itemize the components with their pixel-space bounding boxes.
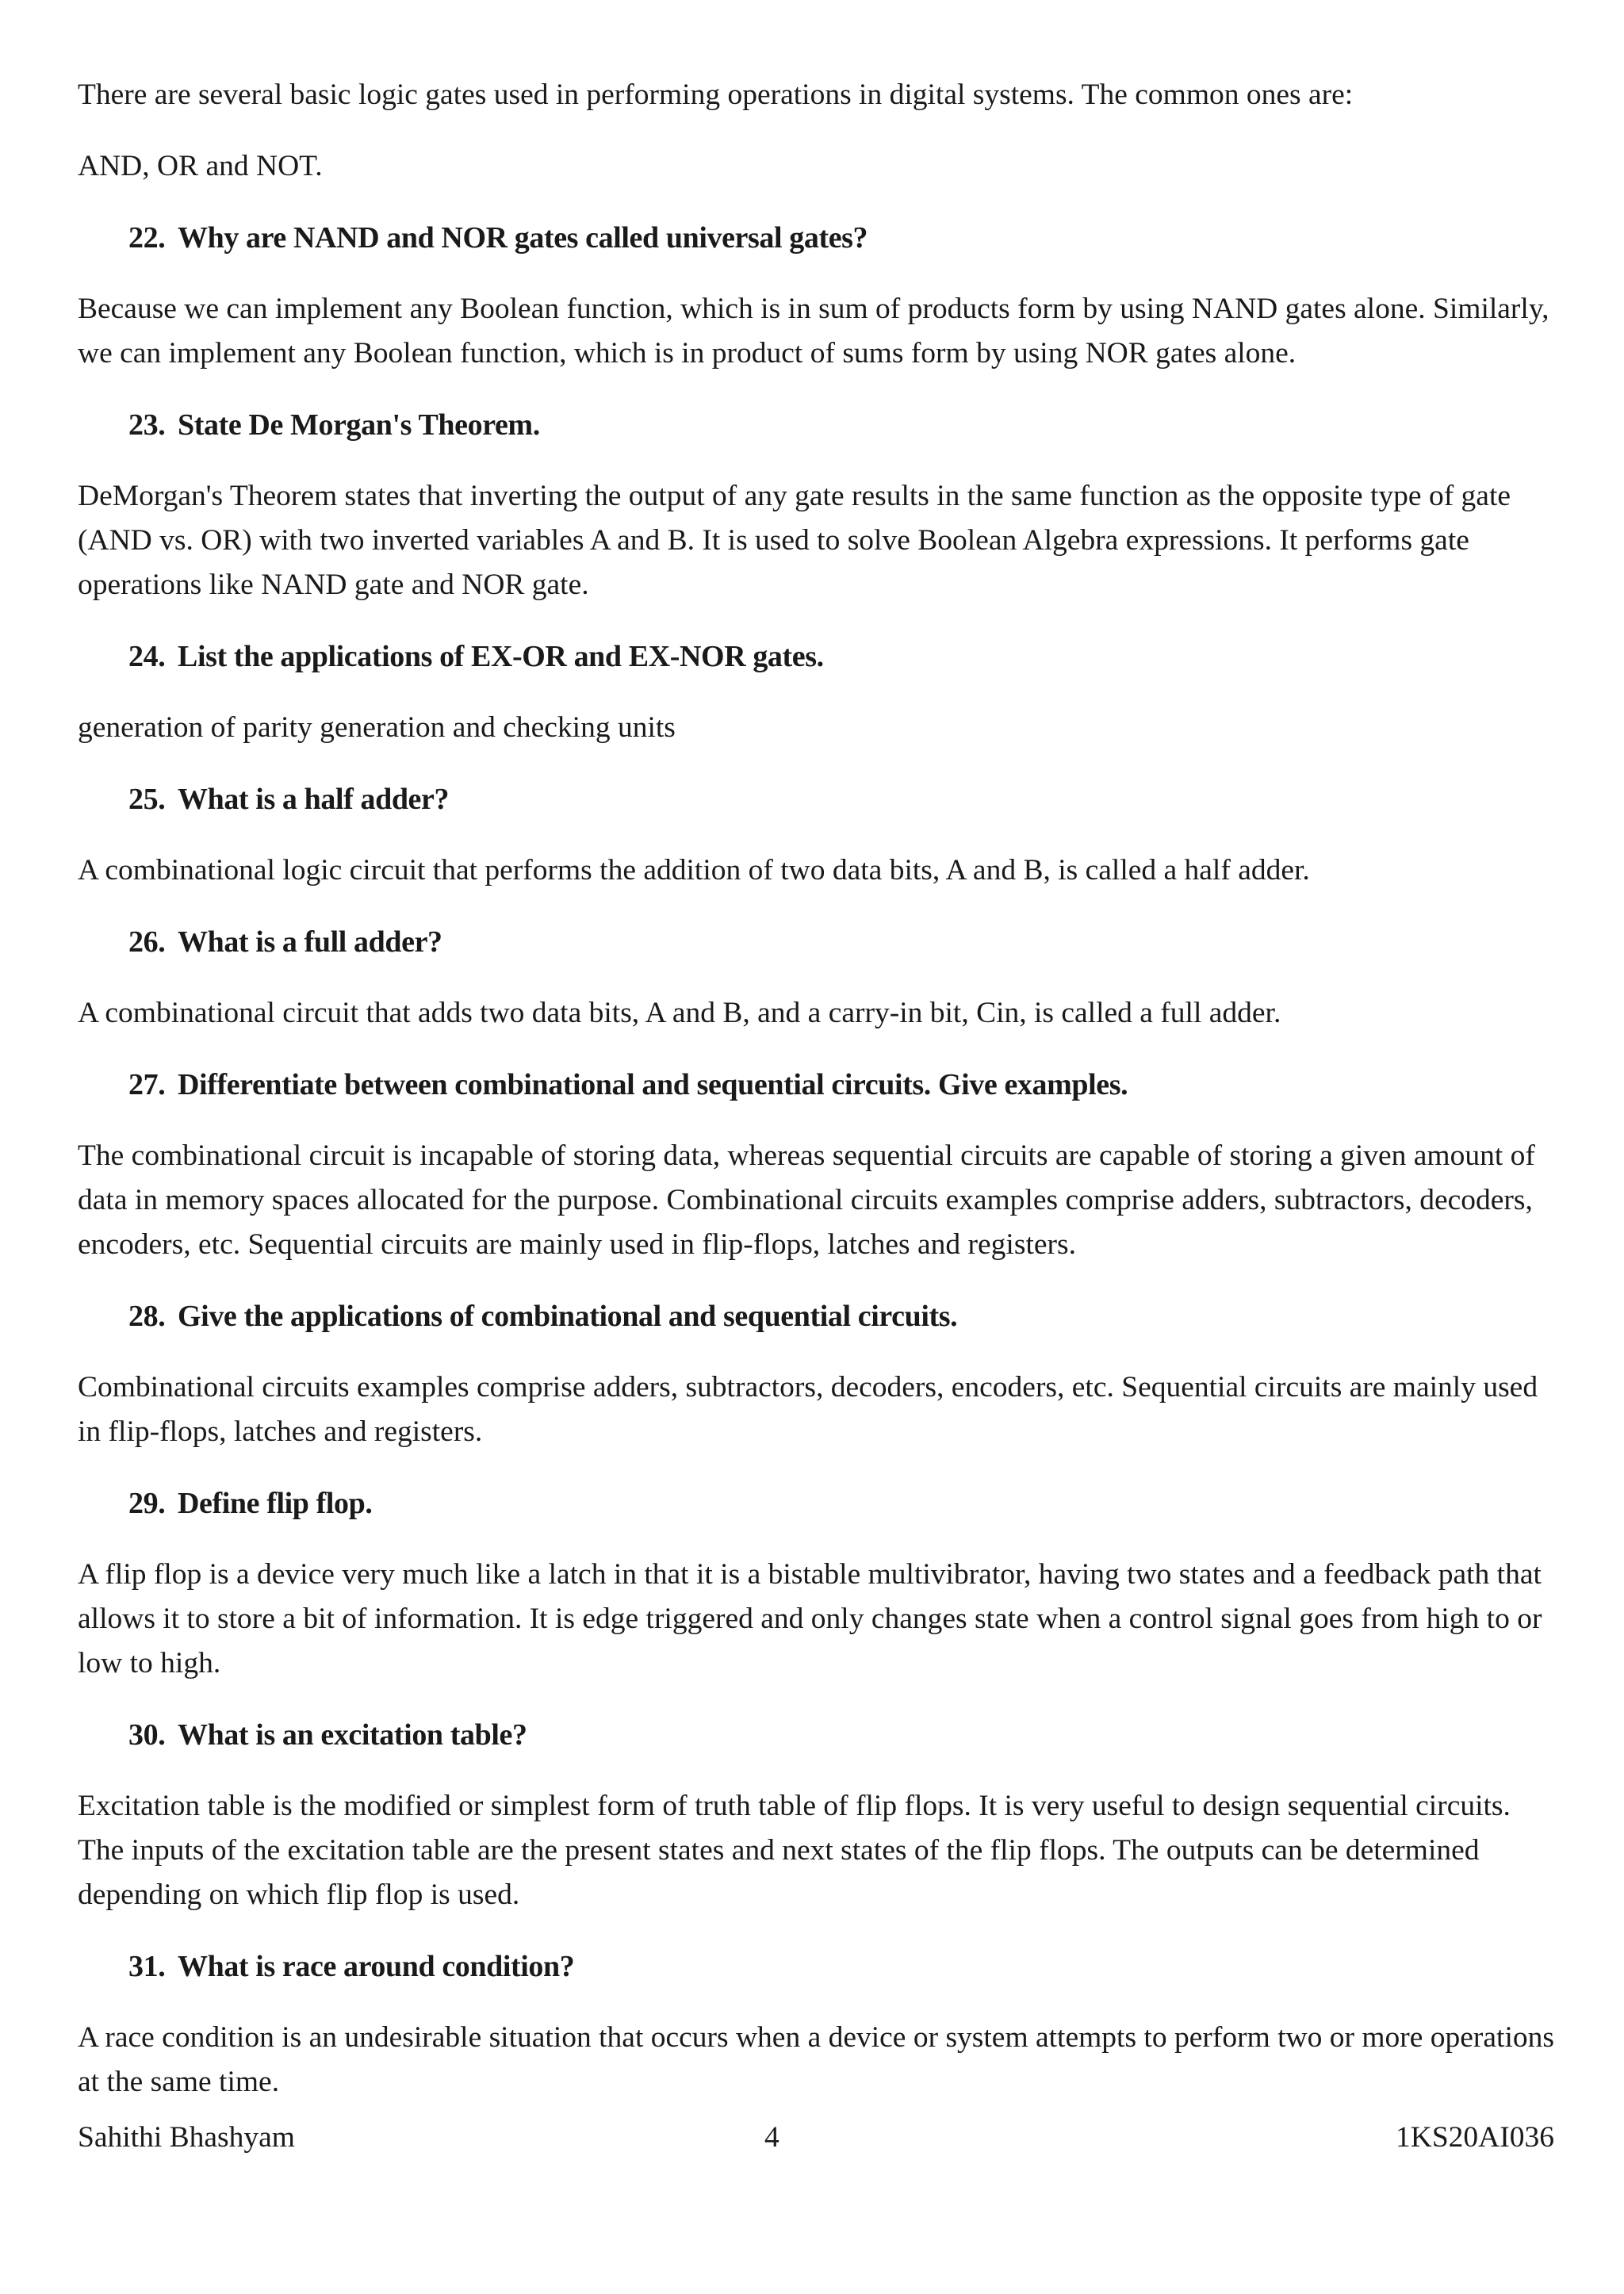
question-number: 28. bbox=[128, 1300, 166, 1333]
answer-31: A race condition is an undesirable situation that occurs when a device or system attempts to perform two or more operations at the same time. bbox=[78, 2021, 1554, 2098]
question-28 bbox=[78, 1294, 1561, 1338]
footer-usn: 1KS20AI036 bbox=[1395, 2121, 1554, 2154]
answer-25: A combinational logic circuit that performs the addition of two data bits, A and B, is called a half adder. bbox=[78, 854, 1310, 887]
question-26 bbox=[78, 920, 1561, 964]
question-23 bbox=[78, 403, 1561, 447]
question-text: What is an excitation table? bbox=[178, 1718, 527, 1752]
question-27 bbox=[78, 1063, 1561, 1107]
page-footer bbox=[78, 2116, 1554, 2160]
question-text: What is race around condition? bbox=[178, 1950, 575, 1983]
question-number: 24. bbox=[128, 640, 166, 673]
answer-29: A flip flop is a device very much like a latch in that it is a bistable multivibrator, having two states and a feedback path that allows it to store a bit of information. It is edge triggered and only changes state when a control signal goes from high to or low to high. bbox=[78, 1558, 1542, 1679]
intro-gates-list: AND, OR and NOT. bbox=[78, 150, 323, 182]
answer-22: Because we can implement any Boolean function, which is in sum of products form by using NAND gates alone. Similarly, we can implement any Boolean function, which is in product of sums form by using NOR gates alone. bbox=[78, 293, 1549, 370]
question-number: 26. bbox=[128, 925, 166, 959]
question-25 bbox=[78, 777, 1561, 821]
answer-28: Combinational circuits examples comprise adders, subtractors, decoders, encoders, etc. Sequential circuits are mainly used in flip-flops, latches and registers. bbox=[78, 1371, 1538, 1448]
question-number: 25. bbox=[128, 783, 166, 816]
question-24 bbox=[78, 634, 1561, 679]
answer-27: The combinational circuit is incapable of storing data, whereas sequential circuits are capable of storing a given amount of data in memory spaces allocated for the purpose. Combinational circuits examples comprise adders, subtractors, decoders, encoders, etc. Sequential circuits are mainly used in flip-flops, latches and registers. bbox=[78, 1139, 1535, 1261]
question-number: 23. bbox=[128, 408, 166, 442]
answer-26: A combinational circuit that adds two data bits, A and B, and a carry-in bit, Cin, is called a full adder. bbox=[78, 997, 1281, 1029]
question-number: 22. bbox=[128, 221, 166, 255]
question-number: 29. bbox=[128, 1487, 166, 1520]
question-22 bbox=[78, 216, 1561, 260]
question-29 bbox=[78, 1481, 1561, 1526]
intro-paragraph: There are several basic logic gates used in performing operations in digital systems. The common ones are: bbox=[78, 79, 1354, 111]
question-text: Why are NAND and NOR gates called universal gates? bbox=[178, 221, 868, 255]
answer-23: DeMorgan's Theorem states that inverting the output of any gate results in the same function as the opposite type of gate (AND vs. OR) with two inverted variables A and B. It is used to solve Boolean Algebra expressions. It performs gate operations like NAND gate and NOR gate. bbox=[78, 480, 1511, 601]
question-number: 30. bbox=[128, 1718, 166, 1752]
document-body bbox=[78, 73, 1561, 2131]
question-text: Define flip flop. bbox=[178, 1487, 373, 1520]
answer-24: generation of parity generation and checking units bbox=[78, 711, 676, 744]
question-text: List the applications of EX-OR and EX-NOR gates. bbox=[178, 640, 824, 673]
answer-30: Excitation table is the modified or simplest form of truth table of flip flops. It is very useful to design sequential circuits. The inputs of the excitation table are the present states and next states of the flip flops. The outputs can be determined depending on which flip flop is used. bbox=[78, 1790, 1511, 1911]
question-30 bbox=[78, 1713, 1561, 1757]
question-text: What is a half adder? bbox=[178, 783, 450, 816]
question-number: 31. bbox=[128, 1950, 166, 1983]
question-text: State De Morgan's Theorem. bbox=[178, 408, 540, 442]
question-text: Differentiate between combinational and sequential circuits. Give examples. bbox=[178, 1068, 1128, 1101]
footer-page-number: 4 bbox=[764, 2121, 779, 2154]
footer-author: Sahithi Bhashyam bbox=[78, 2121, 295, 2154]
question-number: 27. bbox=[128, 1068, 166, 1101]
question-31 bbox=[78, 1944, 1561, 1989]
question-text: Give the applications of combinational and sequential circuits. bbox=[178, 1300, 958, 1333]
question-text: What is a full adder? bbox=[178, 925, 442, 959]
